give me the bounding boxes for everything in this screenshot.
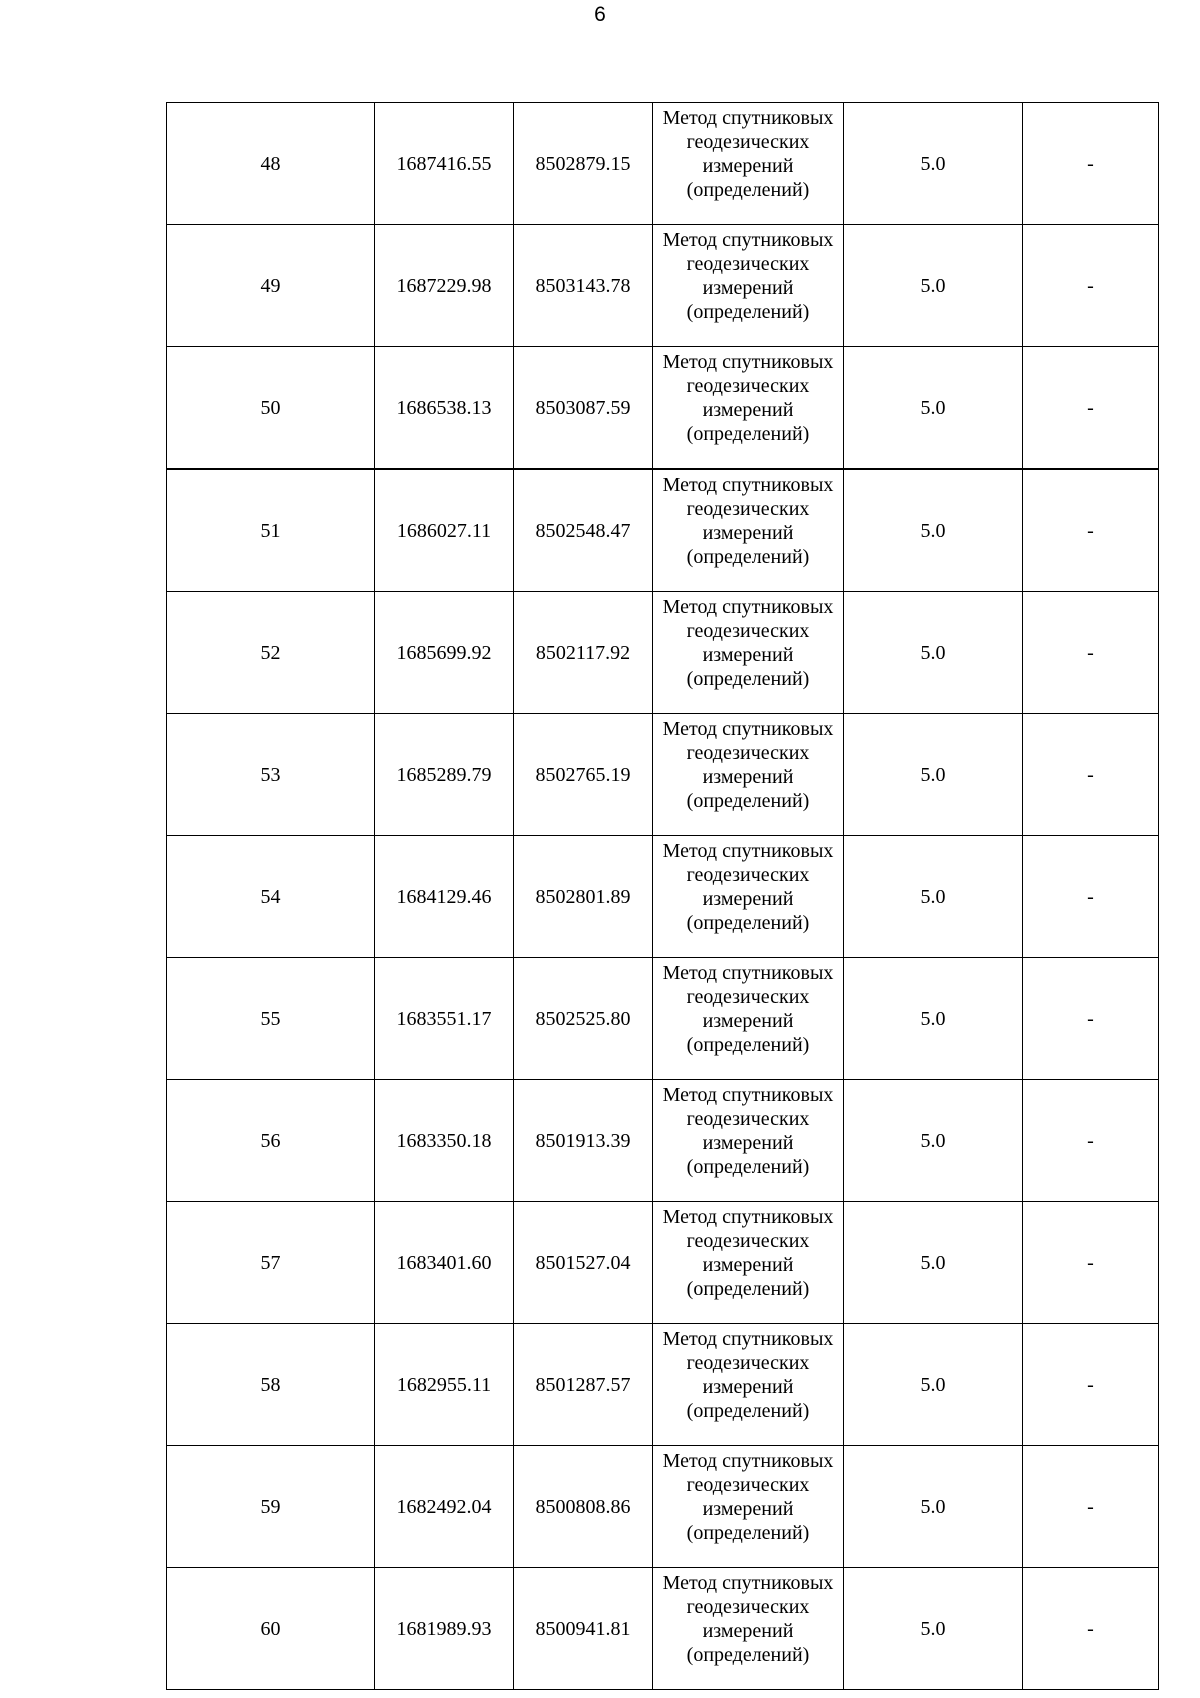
x-coordinate-cell: 1685699.92	[375, 592, 514, 714]
y-coordinate-cell: 8502801.89	[514, 836, 653, 958]
point-number-cell: 56	[167, 1080, 375, 1202]
note-cell: -	[1023, 1568, 1159, 1690]
coordinates-table	[166, 102, 1159, 1690]
note-cell: -	[1023, 1446, 1159, 1568]
note-cell: -	[1023, 469, 1159, 592]
x-coordinate-cell: 1687229.98	[375, 225, 514, 347]
point-number-cell: 51	[167, 469, 375, 592]
y-coordinate-cell: 8502525.80	[514, 958, 653, 1080]
note-cell: -	[1023, 714, 1159, 836]
x-coordinate-cell: 1681989.93	[375, 1568, 514, 1690]
point-number-cell: 48	[167, 103, 375, 225]
y-coordinate-cell: 8503087.59	[514, 347, 653, 470]
y-coordinate-cell: 8501287.57	[514, 1324, 653, 1446]
method-cell: Метод спутниковых геодезических измерений (определений)	[653, 347, 844, 470]
accuracy-cell: 5.0	[844, 103, 1023, 225]
table-row	[167, 347, 1159, 470]
accuracy-cell: 5.0	[844, 1568, 1023, 1690]
note-cell: -	[1023, 836, 1159, 958]
point-number-cell: 52	[167, 592, 375, 714]
accuracy-cell: 5.0	[844, 225, 1023, 347]
y-coordinate-cell: 8502117.92	[514, 592, 653, 714]
y-coordinate-cell: 8500808.86	[514, 1446, 653, 1568]
accuracy-cell: 5.0	[844, 836, 1023, 958]
table-row	[167, 592, 1159, 714]
table-row	[167, 1324, 1159, 1446]
method-cell: Метод спутниковых геодезических измерений (определений)	[653, 103, 844, 225]
table-row	[167, 1446, 1159, 1568]
x-coordinate-cell: 1682955.11	[375, 1324, 514, 1446]
method-cell: Метод спутниковых геодезических измерений (определений)	[653, 958, 844, 1080]
table-row	[167, 958, 1159, 1080]
note-cell: -	[1023, 1202, 1159, 1324]
x-coordinate-cell: 1683551.17	[375, 958, 514, 1080]
method-cell: Метод спутниковых геодезических измерений (определений)	[653, 469, 844, 592]
accuracy-cell: 5.0	[844, 1080, 1023, 1202]
x-coordinate-cell: 1685289.79	[375, 714, 514, 836]
x-coordinate-cell: 1686027.11	[375, 469, 514, 592]
y-coordinate-cell: 8501527.04	[514, 1202, 653, 1324]
table-row	[167, 469, 1159, 592]
table-row	[167, 714, 1159, 836]
y-coordinate-cell: 8501913.39	[514, 1080, 653, 1202]
accuracy-cell: 5.0	[844, 1324, 1023, 1446]
x-coordinate-cell: 1683350.18	[375, 1080, 514, 1202]
table-row	[167, 103, 1159, 225]
table-row	[167, 1080, 1159, 1202]
note-cell: -	[1023, 1324, 1159, 1446]
note-cell: -	[1023, 225, 1159, 347]
method-cell: Метод спутниковых геодезических измерений (определений)	[653, 225, 844, 347]
table-row	[167, 836, 1159, 958]
table-row	[167, 1202, 1159, 1324]
method-cell: Метод спутниковых геодезических измерений (определений)	[653, 714, 844, 836]
accuracy-cell: 5.0	[844, 1202, 1023, 1324]
point-number-cell: 57	[167, 1202, 375, 1324]
accuracy-cell: 5.0	[844, 1446, 1023, 1568]
y-coordinate-cell: 8502879.15	[514, 103, 653, 225]
method-cell: Метод спутниковых геодезических измерений (определений)	[653, 1568, 844, 1690]
y-coordinate-cell: 8502548.47	[514, 469, 653, 592]
accuracy-cell: 5.0	[844, 958, 1023, 1080]
method-cell: Метод спутниковых геодезических измерений (определений)	[653, 1324, 844, 1446]
note-cell: -	[1023, 103, 1159, 225]
method-cell: Метод спутниковых геодезических измерений (определений)	[653, 836, 844, 958]
table-row	[167, 1568, 1159, 1690]
method-cell: Метод спутниковых геодезических измерений (определений)	[653, 1202, 844, 1324]
accuracy-cell: 5.0	[844, 469, 1023, 592]
table-row	[167, 225, 1159, 347]
accuracy-cell: 5.0	[844, 592, 1023, 714]
y-coordinate-cell: 8500941.81	[514, 1568, 653, 1690]
y-coordinate-cell: 8502765.19	[514, 714, 653, 836]
x-coordinate-cell: 1687416.55	[375, 103, 514, 225]
x-coordinate-cell: 1684129.46	[375, 836, 514, 958]
point-number-cell: 58	[167, 1324, 375, 1446]
x-coordinate-cell: 1682492.04	[375, 1446, 514, 1568]
point-number-cell: 59	[167, 1446, 375, 1568]
note-cell: -	[1023, 958, 1159, 1080]
point-number-cell: 53	[167, 714, 375, 836]
method-cell: Метод спутниковых геодезических измерений (определений)	[653, 1446, 844, 1568]
accuracy-cell: 5.0	[844, 347, 1023, 470]
x-coordinate-cell: 1686538.13	[375, 347, 514, 470]
point-number-cell: 54	[167, 836, 375, 958]
method-cell: Метод спутниковых геодезических измерений (определений)	[653, 1080, 844, 1202]
coordinates-table-body	[167, 103, 1159, 1690]
point-number-cell: 60	[167, 1568, 375, 1690]
method-cell: Метод спутниковых геодезических измерений (определений)	[653, 592, 844, 714]
point-number-cell: 49	[167, 225, 375, 347]
point-number-cell: 55	[167, 958, 375, 1080]
accuracy-cell: 5.0	[844, 714, 1023, 836]
x-coordinate-cell: 1683401.60	[375, 1202, 514, 1324]
point-number-cell: 50	[167, 347, 375, 470]
note-cell: -	[1023, 592, 1159, 714]
y-coordinate-cell: 8503143.78	[514, 225, 653, 347]
note-cell: -	[1023, 1080, 1159, 1202]
note-cell: -	[1023, 347, 1159, 470]
page-number: 6	[594, 3, 606, 26]
